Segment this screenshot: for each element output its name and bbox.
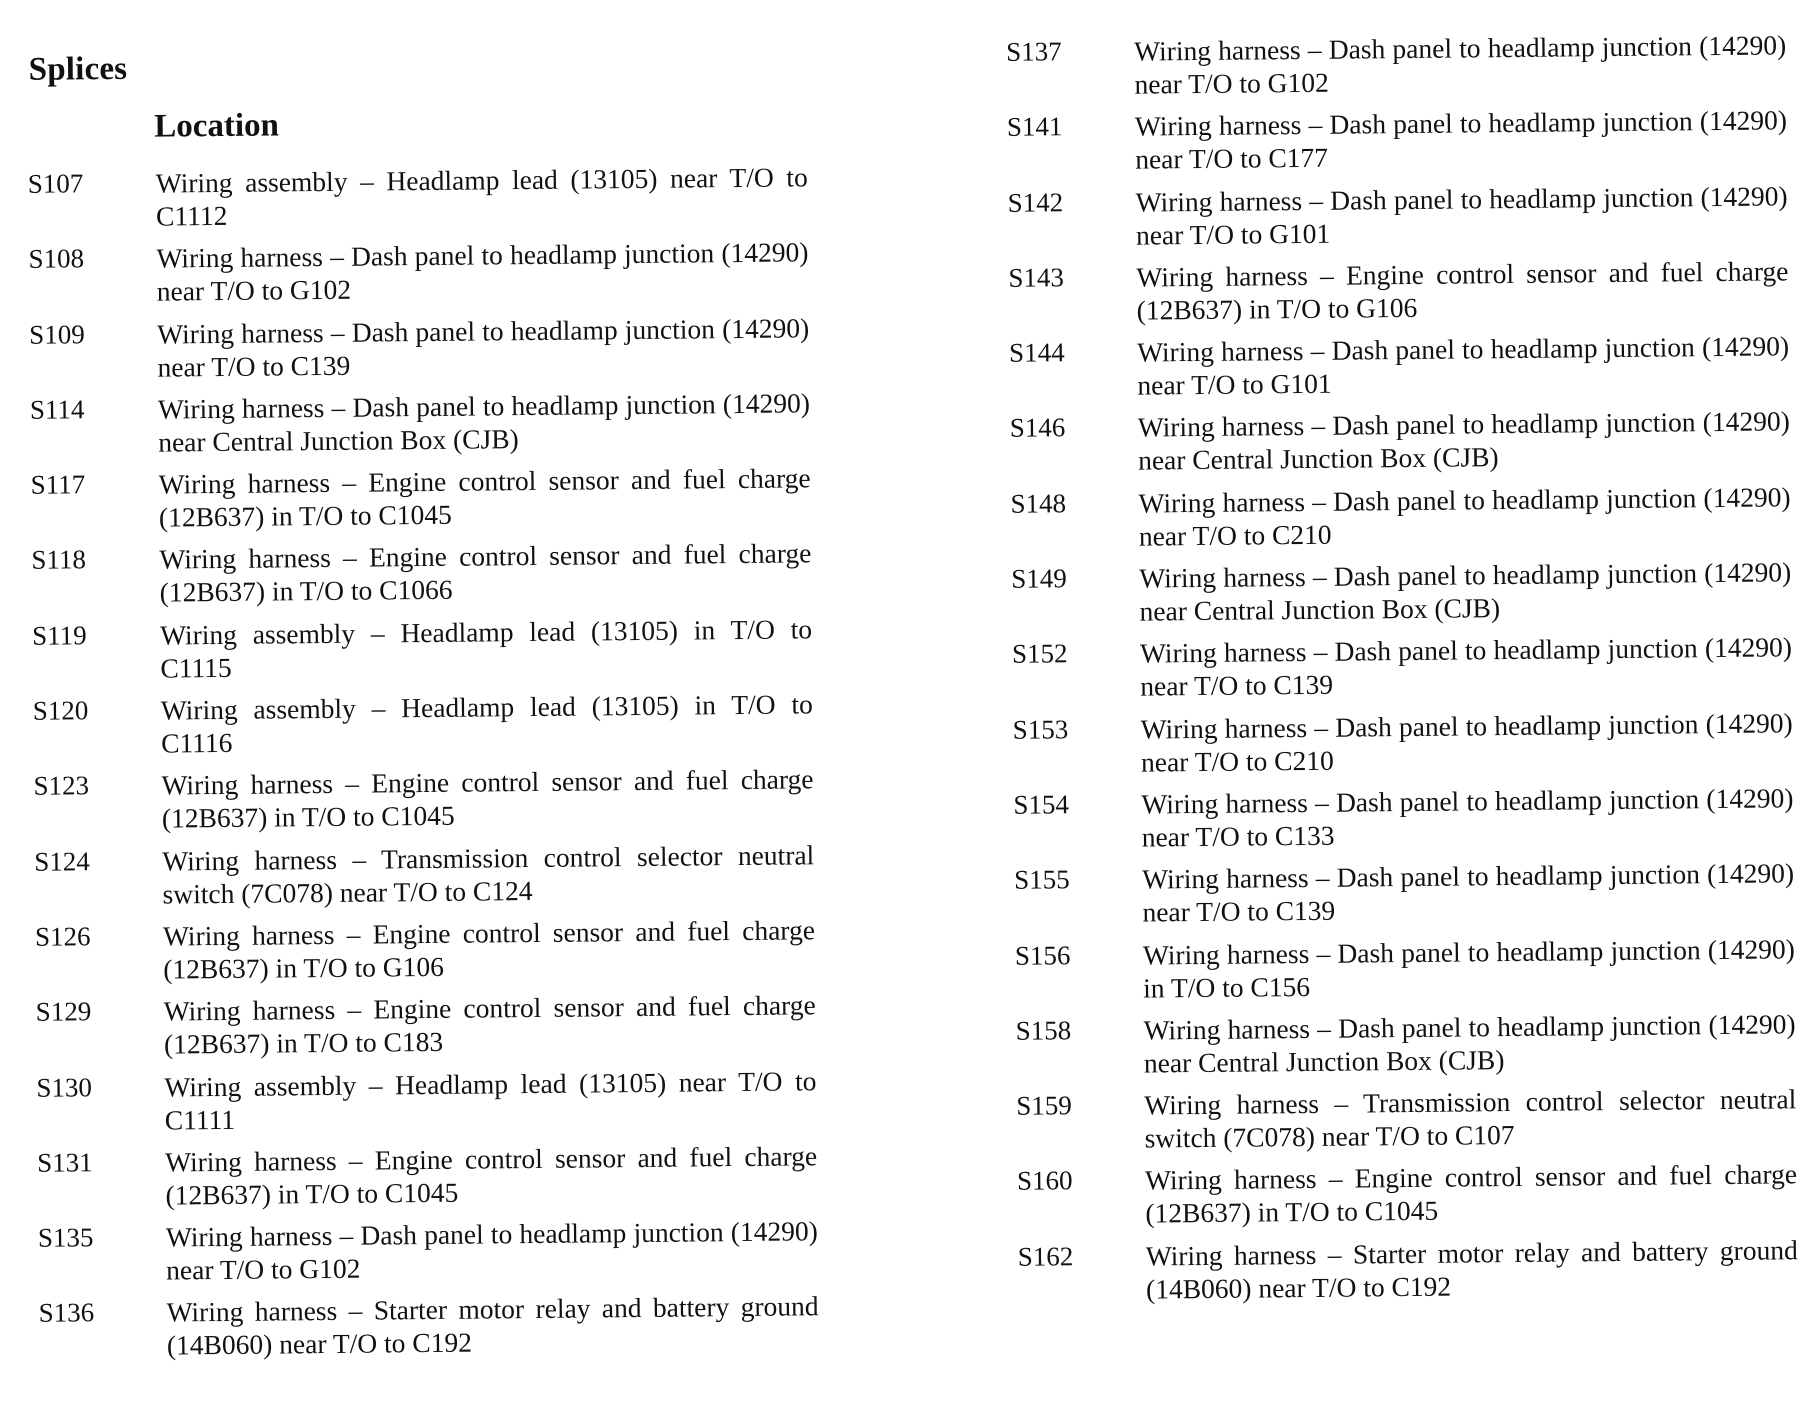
splice-row <box>12 386 823 469</box>
splice-row <box>18 988 829 1071</box>
splice-location: Wiring harness – Dash panel to headlamp junction (14290) near Central Junction Box (CJB) <box>1139 556 1792 627</box>
splice-location: Wiring harness – Dash panel to headlamp junction (14290) near T/O to C210 <box>1138 481 1791 552</box>
splice-row <box>16 838 827 921</box>
splice-location: Wiring harness – Dash panel to headlamp junction (14290) near Central Junction Box (CJB) <box>1137 405 1790 477</box>
splice-code: S156 <box>1014 939 1071 971</box>
splice-location: Wiring harness – Dash panel to headlamp junction (14290) near T/O to G101 <box>1135 179 1788 251</box>
splice-code: S136 <box>38 1297 95 1329</box>
splice-code: S142 <box>1007 186 1064 218</box>
splice-row <box>1000 1233 1811 1316</box>
splice-location: Wiring harness – Engine control sensor and fuel charge (12B637) in T/O to C1066 <box>159 537 812 609</box>
splice-row <box>19 1139 830 1222</box>
splice-code: S114 <box>29 394 85 425</box>
splice-row <box>998 1082 1809 1165</box>
splice-location: Wiring harness – Dash panel to headlamp junction (14290) near Central Junction Box (CJB) <box>1143 1008 1796 1079</box>
splice-code: S131 <box>37 1147 93 1178</box>
splice-code: S154 <box>1013 789 1070 820</box>
splice-row <box>992 405 1803 488</box>
splice-row <box>990 179 1801 262</box>
splice-location: Wiring harness – Dash panel to headlamp junction (14290) near T/O to G101 <box>1136 330 1790 401</box>
splice-row <box>993 555 1804 638</box>
splice-code: S119 <box>31 620 87 651</box>
splice-location: Wiring harness – Starter motor relay and battery ground (14B060) near T/O to C192 <box>166 1290 819 1361</box>
left-splice-list <box>10 160 832 1372</box>
splice-location: Wiring harness – Dash panel to headlamp junction (14290) near T/O to G102 <box>156 236 809 307</box>
splice-location: Wiring assembly – Headlamp lead (13105) near T/O to C1112 <box>155 161 808 232</box>
splice-code: S146 <box>1009 412 1066 444</box>
splice-location: Wiring assembly – Headlamp lead (13105) in T/O to C1115 <box>159 613 813 684</box>
splice-code: S148 <box>1010 488 1067 519</box>
splice-code: S153 <box>1012 713 1069 745</box>
splice-code: S159 <box>1016 1090 1073 1121</box>
splice-code: S149 <box>1011 563 1067 594</box>
splice-location: Wiring harness – Dash panel to headlamp junction (14290) near T/O to C139 <box>157 311 810 383</box>
right-column <box>988 22 1811 1422</box>
splice-location: Wiring harness – Engine control sensor and fuel charge (12B637) in T/O to G106 <box>1136 255 1789 326</box>
splice-row <box>989 104 1800 187</box>
splice-code: S160 <box>1016 1165 1073 1197</box>
splice-location: Wiring harness – Transmission control selector neutral switch (7C078) near T/O to C107 <box>1144 1083 1797 1154</box>
splice-code: S129 <box>35 996 92 1028</box>
splice-row <box>18 1064 829 1147</box>
splice-location: Wiring harness – Engine control sensor and fuel charge (12B637) in T/O to C1045 <box>158 462 811 533</box>
splice-code: S130 <box>36 1071 93 1103</box>
splice-code: S137 <box>1006 36 1062 67</box>
splice-code: S126 <box>34 921 91 952</box>
splice-location: Wiring harness – Engine control sensor and fuel charge (12B637) in T/O to G106 <box>162 914 816 985</box>
splice-location: Wiring harness – Dash panel to headlamp junction (14290) near T/O to G102 <box>1134 29 1787 100</box>
splice-row <box>10 160 821 243</box>
left-column <box>8 0 831 1392</box>
splice-code: S135 <box>37 1222 94 1253</box>
splice-code: S109 <box>29 318 85 350</box>
splice-row <box>20 1290 831 1373</box>
splice-code: S120 <box>32 695 89 726</box>
splice-location: Wiring harness – Dash panel to headlamp junction (14290) near T/O to C139 <box>1139 631 1793 702</box>
splice-row <box>20 1214 831 1297</box>
splice-code: S162 <box>1017 1240 1074 1272</box>
splice-location: Wiring assembly – Headlamp lead (13105) in T/O to C1116 <box>160 688 813 759</box>
splice-code: S155 <box>1014 864 1070 896</box>
splice-code: S108 <box>28 243 85 275</box>
splice-row <box>997 1007 1808 1090</box>
location-header: Location <box>154 107 280 145</box>
splice-code: S107 <box>27 168 84 199</box>
splice-location: Wiring harness – Dash panel to headlamp junction (14290) near Central Junction Box (CJB) <box>157 387 811 458</box>
splice-code: S158 <box>1015 1015 1072 1046</box>
splice-location: Wiring harness – Engine control sensor and fuel charge (12B637) in T/O to C183 <box>163 989 816 1060</box>
splice-row <box>990 254 1801 337</box>
splice-location: Wiring harness – Starter motor relay and battery ground (14B060) near T/O to C192 <box>1145 1234 1798 1305</box>
splice-row <box>14 612 825 695</box>
splice-row <box>11 311 822 394</box>
splice-location: Wiring harness – Engine control sensor and fuel charge (12B637) in T/O to C1045 <box>1144 1158 1798 1229</box>
splice-row <box>10 236 821 319</box>
splice-location: Wiring harness – Dash panel to headlamp junction (14290) near T/O to C210 <box>1140 706 1793 778</box>
splice-location: Wiring harness – Dash panel to headlamp junction (14290) near T/O to G102 <box>165 1215 819 1286</box>
splice-row <box>13 537 824 620</box>
splice-code: S117 <box>30 469 86 500</box>
splice-location: Wiring harness – Dash panel to headlamp junction (14290) near T/O to C177 <box>1134 104 1788 175</box>
splice-code: S118 <box>31 544 87 576</box>
splice-code: S123 <box>33 770 90 802</box>
splice-code: S144 <box>1008 337 1065 368</box>
splice-code: S152 <box>1011 638 1068 670</box>
splice-location: Wiring assembly – Headlamp lead (13105) near T/O to C1111 <box>164 1064 817 1136</box>
splice-row <box>988 28 1799 111</box>
splice-row <box>13 461 824 544</box>
page-title: Splices <box>28 50 128 88</box>
splice-row <box>997 932 1808 1015</box>
splice-row <box>17 913 828 996</box>
splice-row <box>992 480 1803 563</box>
splice-row <box>996 856 1807 939</box>
splice-row <box>995 706 1806 789</box>
splice-location: Wiring harness – Dash panel to headlamp junction (14290) near T/O to C139 <box>1142 857 1795 928</box>
splice-row <box>15 763 826 846</box>
splice-row <box>995 781 1806 864</box>
right-splice-list <box>988 28 1810 1316</box>
splice-code: S141 <box>1006 111 1063 143</box>
splice-row <box>999 1158 1810 1241</box>
splice-location: Wiring harness – Engine control sensor and fuel charge (12B637) in T/O to C1045 <box>161 763 814 834</box>
splice-code: S143 <box>1008 262 1065 293</box>
splice-row <box>994 631 1805 714</box>
splice-location: Wiring harness – Dash panel to headlamp junction (14290) in T/O to C156 <box>1142 932 1796 1004</box>
splice-row <box>15 687 826 770</box>
splice-location: Wiring harness – Dash panel to headlamp junction (14290) near T/O to C133 <box>1141 782 1794 853</box>
splice-location: Wiring harness – Transmission control selector neutral switch (7C078) near T/O to C124 <box>162 838 815 910</box>
splice-code: S124 <box>34 845 90 877</box>
splice-location: Wiring harness – Engine control sensor and fuel charge (12B637) in T/O to C1045 <box>165 1140 818 1211</box>
splice-row <box>991 329 1802 412</box>
